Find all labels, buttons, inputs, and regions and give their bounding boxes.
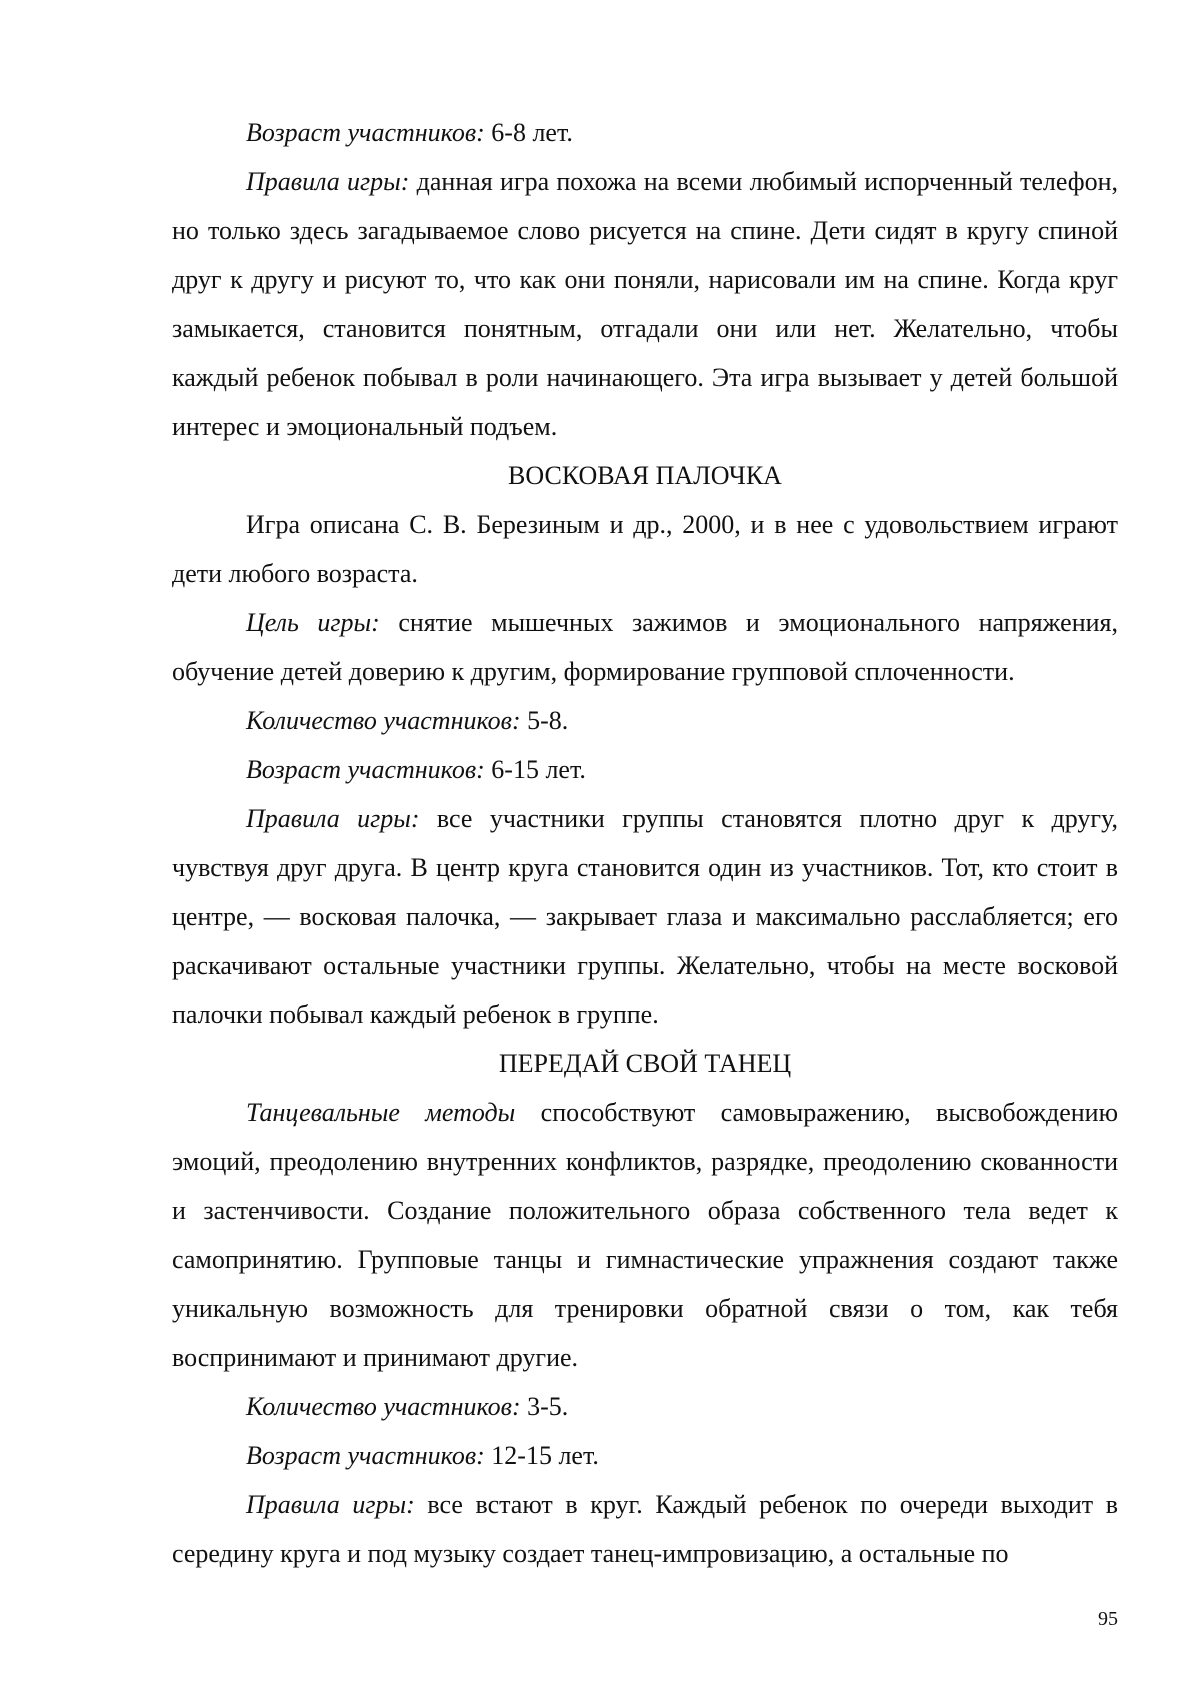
- rules-text: все встают в круг. Каждый ребенок по очереди выходит в середину круга и под музыку создает танец-импровизацию, а остальные по: [172, 1490, 1118, 1568]
- age-value: 6-8 лет.: [484, 118, 573, 147]
- dance-methods-label: Танцевальные методы: [246, 1098, 516, 1127]
- page-number: 95: [1098, 1608, 1118, 1630]
- age-value: 6-15 лет.: [484, 755, 586, 784]
- age-label: Возраст участников:: [246, 118, 485, 147]
- dance-intro-text: способствуют самовыражению, высвобождению эмоций, преодолению внутренних конфликтов, разрядке, преодолению скованности и застенчивости. Создание положительного образа собственного тела ведет к самопринятию. Групповые танцы и гимнастические упражнения создают также уникальную возможность для тренировки обратной связи о том, как тебя воспринимают и принимают другие.: [172, 1098, 1118, 1372]
- dance-age-line: [172, 1431, 1118, 1480]
- goal-label: Цель игры:: [246, 608, 380, 637]
- wax-count-line: [172, 696, 1118, 745]
- count-label: Количество участников:: [246, 706, 521, 735]
- wax-goal-paragraph: [172, 598, 1118, 696]
- wax-age-line: [172, 745, 1118, 794]
- count-value: 3-5.: [520, 1392, 569, 1421]
- dance-intro-paragraph: [172, 1088, 1118, 1382]
- rules-text: данная игра похожа на всеми любимый испорченный телефон, но только здесь загадываемое слово рисуется на спине. Дети сидят в кругу спиной друг к другу и рисуют то, что как они поняли, нарисовали им на спине. Когда круг замыкается, становится понятным, отгадали они или нет. Желательно, чтобы каждый ребенок побывал в роли начинающего. Эта игра вызывает у детей большой интерес и эмоциональный подъем.: [172, 167, 1118, 441]
- age-value: 12-15 лет.: [484, 1441, 599, 1470]
- goal-text: снятие мышечных зажимов и эмоционального напряжения, обучение детей доверию к другим, формирование групповой сплоченности.: [172, 608, 1118, 686]
- section-heading-pass-dance: ПЕРЕДАЙ СВОЙ ТАНЕЦ: [498, 1049, 792, 1078]
- wax-intro-paragraph: Игра описана С. В. Березиным и др., 2000, и в нее с удовольствием играют дети любого возраста.: [172, 510, 1118, 588]
- wax-rules-paragraph: [172, 794, 1118, 1039]
- dance-rules-paragraph: [172, 1480, 1118, 1578]
- intro-rules-paragraph: [172, 157, 1118, 451]
- age-label: Возраст участников:: [246, 755, 485, 784]
- document-page: [172, 108, 1118, 1578]
- intro-age-line: [172, 108, 1118, 157]
- count-label: Количество участников:: [246, 1392, 521, 1421]
- section-heading-wax-stick: ВОСКОВАЯ ПАЛОЧКА: [508, 461, 782, 490]
- dance-count-line: [172, 1382, 1118, 1431]
- rules-text: все участники группы становятся плотно друг к другу, чувствуя друг друга. В центр круга становится один из участников. Тот, кто стоит в центре, — восковая палочка, — закрывает глаза и максимально расслабляется; его раскачивают остальные участники группы. Желательно, чтобы на месте восковой палочки побывал каждый ребенок в группе.: [172, 804, 1118, 1029]
- count-value: 5-8.: [520, 706, 569, 735]
- age-label: Возраст участников:: [246, 1441, 485, 1470]
- rules-label: Правила игры:: [246, 167, 410, 196]
- rules-label: Правила игры:: [246, 804, 420, 833]
- rules-label: Правила игры:: [246, 1490, 415, 1519]
